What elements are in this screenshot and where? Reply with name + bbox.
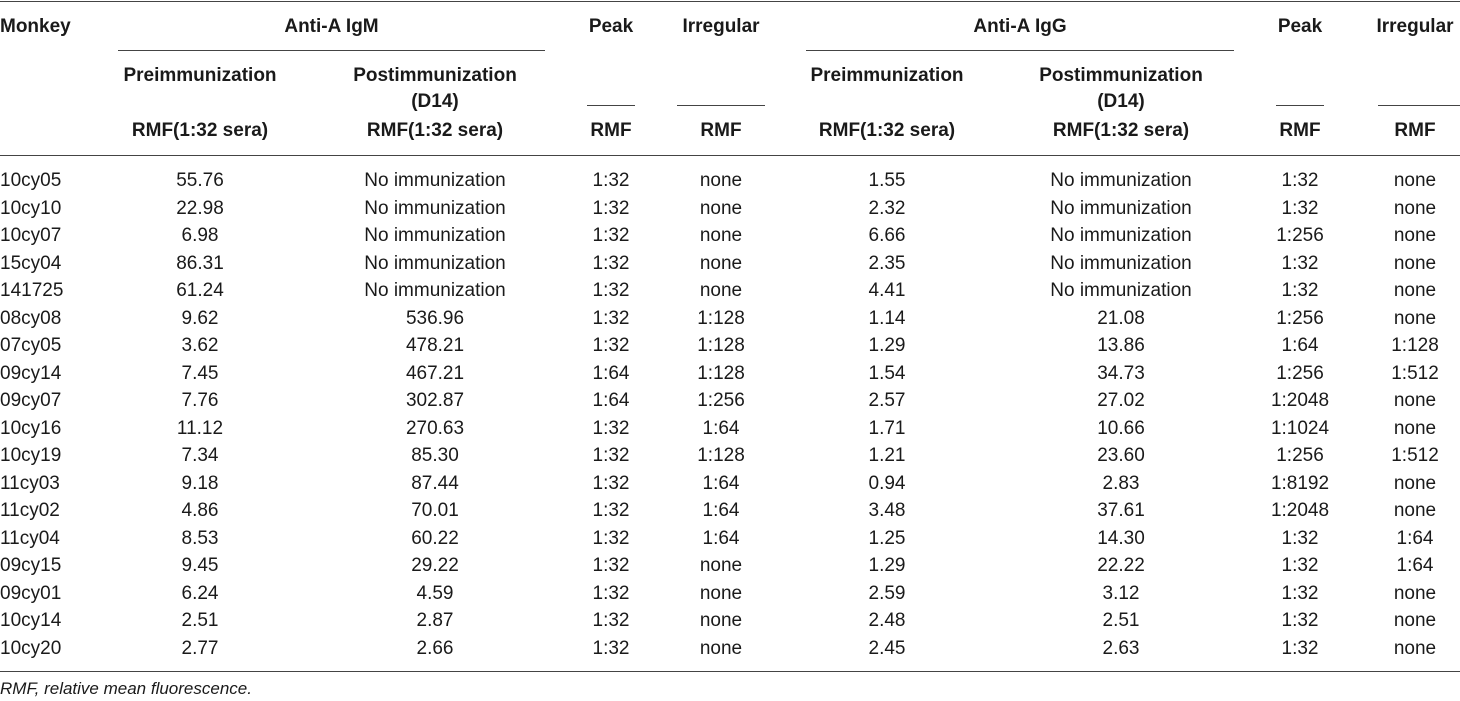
cell-igg-irregular: 1:128 [1391,335,1439,356]
cell-igm-peak: 1:64 [592,390,630,411]
cell-igg-peak: 1:2048 [1270,390,1330,411]
header-bottom-rule [0,155,1460,156]
cell-igg-post: 23.60 [1097,445,1145,466]
header-igm-post-rmf: RMF(1:32 sera) [366,120,504,141]
cell-igg-peak: 1:32 [1281,197,1319,219]
cell-igm-irregular: none [699,197,743,219]
cell-igg-peak: 1:64 [1281,335,1319,356]
cell-igm-pre: 3.62 [181,335,219,356]
cell-igg-post: 21.08 [1097,307,1145,329]
cell-igm-irregular: none [699,637,743,659]
cell-igm-irregular: 1:64 [702,500,740,521]
header-igm-post: Postimmunization [353,65,517,86]
cell-igg-irregular: none [1393,307,1437,329]
cell-igm-peak: 1:64 [592,362,630,384]
cell-igm-pre: 2.77 [181,637,219,659]
cell-monkey: 10cy14 [0,610,62,631]
cell-igg-irregular: none [1393,280,1437,301]
cell-igm-pre: 6.24 [181,582,219,604]
cell-igg-post: 14.30 [1097,527,1145,549]
header-igm-pre-rmf: RMF(1:32 sera) [131,120,269,141]
cell-igg-post: 34.73 [1097,362,1145,384]
cell-igg-peak: 1:256 [1276,362,1324,384]
cell-monkey: 10cy16 [0,417,62,439]
cell-igm-post: 2.66 [416,637,454,659]
cell-igm-post: No immunization [364,252,506,274]
cell-igm-post: 4.59 [416,582,454,604]
cell-igg-post: No immunization [1050,280,1192,301]
header-irregular-igm-rmf: RMF [700,120,742,141]
cell-igm-irregular: none [699,610,743,631]
cell-igg-peak: 1:1024 [1270,417,1330,439]
cell-igm-pre: 6.98 [181,225,219,246]
cell-igg-peak: 1:32 [1281,555,1319,576]
cell-igm-peak: 1:32 [592,197,630,219]
cell-igm-pre: 2.51 [181,610,219,631]
cell-igg-post: 3.12 [1102,582,1140,604]
header-peak-igg: Peak [1277,16,1323,37]
cell-igm-irregular: none [699,170,743,191]
cell-igm-pre: 22.98 [176,197,224,219]
cell-igg-pre: 2.35 [868,252,906,274]
cell-igg-pre: 1.54 [868,362,906,384]
cell-monkey: 09cy07 [0,390,62,411]
igm-group-rule [118,50,545,51]
cell-igm-peak: 1:32 [592,307,630,329]
cell-igg-post: 2.63 [1102,637,1140,659]
cell-igm-post: No immunization [364,170,506,191]
cell-igg-irregular: none [1393,225,1437,246]
cell-igm-peak: 1:32 [592,637,630,659]
cell-igg-pre: 6.66 [868,225,906,246]
cell-igm-pre: 9.18 [181,472,219,494]
cell-igm-pre: 7.76 [181,390,219,411]
cell-igm-irregular: none [699,225,743,246]
cell-igg-pre: 2.45 [868,637,906,659]
cell-igg-peak: 1:32 [1281,637,1319,659]
cell-igg-pre: 1.21 [868,445,906,466]
cell-igm-post: No immunization [364,280,506,301]
cell-monkey: 11cy02 [0,500,60,521]
cell-igg-post: No immunization [1050,252,1192,274]
cell-igg-peak: 1:32 [1281,610,1319,631]
cell-igg-pre: 2.57 [868,390,906,411]
cell-igm-peak: 1:32 [592,527,630,549]
cell-igg-peak: 1:32 [1281,280,1319,301]
cell-igm-peak: 1:32 [592,445,630,466]
header-peak-igm: Peak [588,16,634,37]
cell-monkey: 10cy10 [0,197,62,219]
table-bottom-rule [0,671,1460,672]
cell-igm-post: 467.21 [405,362,465,384]
cell-monkey: 10cy19 [0,445,62,466]
cell-monkey: 10cy05 [0,170,62,191]
cell-igg-pre: 0.94 [868,472,906,494]
cell-igm-irregular: 1:128 [697,335,745,356]
cell-igg-post: 2.83 [1102,472,1140,494]
header-irregular-igg-rmf: RMF [1394,120,1436,141]
peak-igg-rule [1276,105,1324,106]
cell-igm-peak: 1:32 [592,252,630,274]
cell-monkey: 08cy08 [0,307,62,329]
cell-igm-peak: 1:32 [592,280,630,301]
cell-igm-irregular: none [699,280,743,301]
header-igg-post: Postimmunization [1039,65,1203,86]
cell-igg-peak: 1:32 [1281,252,1319,274]
header-irregular-igg: Irregular [1376,16,1454,37]
cell-igm-peak: 1:32 [592,555,630,576]
header-peak-igg-rmf: RMF [1279,120,1321,141]
cell-igm-pre: 4.86 [181,500,219,521]
cell-igg-post: 13.86 [1097,335,1145,356]
cell-igm-irregular: 1:128 [697,307,745,329]
cell-igg-peak: 1:256 [1276,445,1324,466]
cell-igm-post: 302.87 [405,390,465,411]
cell-igm-peak: 1:32 [592,472,630,494]
table-top-rule [0,1,1460,2]
cell-igg-pre: 1.25 [868,527,906,549]
cell-igm-post: 478.21 [405,335,465,356]
cell-monkey: 11cy03 [0,472,60,494]
cell-igg-irregular: 1:512 [1391,445,1439,466]
cell-monkey: 10cy07 [0,225,62,246]
cell-igg-irregular: none [1393,197,1437,219]
header-igg-group: Anti-A IgG [973,16,1067,37]
cell-igg-peak: 1:2048 [1270,500,1330,521]
cell-igm-irregular: 1:128 [697,362,745,384]
cell-igm-peak: 1:32 [592,417,630,439]
cell-igg-irregular: none [1393,472,1437,494]
cell-igm-pre: 9.62 [181,307,219,329]
cell-igg-irregular: none [1393,252,1437,274]
cell-igm-peak: 1:32 [592,582,630,604]
cell-igg-pre: 3.48 [868,500,906,521]
cell-igg-irregular: 1:64 [1396,555,1434,576]
cell-igm-irregular: 1:64 [702,527,740,549]
cell-monkey: 141725 [0,280,64,301]
cell-monkey: 09cy15 [0,555,62,576]
cell-igg-post: 37.61 [1097,500,1145,521]
cell-igg-pre: 1.55 [868,170,906,191]
cell-igg-peak: 1:32 [1281,582,1319,604]
header-irregular-igm: Irregular [682,16,760,37]
cell-igm-post: 536.96 [405,307,465,329]
header-peak-igm-rmf: RMF [590,120,632,141]
cell-monkey: 15cy04 [0,252,62,274]
cell-igg-pre: 2.48 [868,610,906,631]
cell-igg-irregular: none [1393,582,1437,604]
igg-group-rule [806,50,1234,51]
cell-igm-post: 29.22 [411,555,459,576]
cell-monkey: 10cy20 [0,637,62,659]
cell-igm-post: 87.44 [411,472,459,494]
header-igm-post-day: (D14) [411,91,459,112]
cell-igm-post: No immunization [364,197,506,219]
cell-igg-irregular: none [1393,390,1437,411]
cell-igg-irregular: none [1393,170,1437,191]
cell-igg-pre: 4.41 [868,280,906,301]
peak-igm-rule [587,105,635,106]
cell-igm-pre: 61.24 [176,280,224,301]
cell-igm-irregular: 1:128 [697,445,745,466]
cell-igm-peak: 1:32 [592,335,630,356]
cell-igm-irregular: 1:64 [702,472,740,494]
cell-igm-post: 85.30 [411,445,459,466]
cell-igg-post: 10.66 [1097,417,1145,439]
cell-igm-pre: 55.76 [176,170,224,191]
cell-igg-post: 2.51 [1102,610,1140,631]
header-igm-group: Anti-A IgM [284,16,379,37]
header-monkey: Monkey [0,16,71,37]
cell-monkey: 09cy01 [0,582,62,604]
cell-igm-post: 270.63 [405,417,465,439]
header-igg-pre-rmf: RMF(1:32 sera) [818,120,956,141]
cell-igm-pre: 9.45 [181,555,219,576]
cell-monkey: 07cy05 [0,335,62,356]
cell-igg-irregular: none [1393,417,1437,439]
cell-igg-irregular: none [1393,500,1437,521]
cell-igg-irregular: 1:64 [1396,527,1434,549]
cell-igg-pre: 1.29 [868,555,906,576]
cell-igm-irregular: 1:64 [702,417,740,439]
cell-igm-peak: 1:32 [592,500,630,521]
irregular-igm-rule [677,105,765,106]
cell-igg-pre: 1.71 [868,417,906,439]
cell-igm-pre: 11.12 [176,417,224,439]
footnote: RMF, relative mean fluorescence. [0,679,252,698]
cell-igm-irregular: none [699,555,743,576]
cell-igg-post: 27.02 [1097,390,1145,411]
cell-igg-pre: 1.14 [868,307,906,329]
cell-igm-post: 2.87 [416,610,454,631]
cell-igg-peak: 1:256 [1276,307,1324,329]
cell-igg-peak: 1:32 [1281,170,1319,191]
cell-igm-post: No immunization [364,225,506,246]
cell-igg-post: No immunization [1050,170,1192,191]
cell-igm-pre: 8.53 [181,527,219,549]
cell-igg-pre: 2.59 [868,582,906,604]
cell-igm-pre: 86.31 [176,252,224,274]
cell-igg-peak: 1:8192 [1270,472,1330,494]
cell-monkey: 09cy14 [0,362,62,384]
cell-igg-peak: 1:32 [1281,527,1319,549]
irregular-igg-rule [1378,105,1460,106]
cell-igm-peak: 1:32 [592,170,630,191]
cell-igm-post: 60.22 [411,527,459,549]
cell-igg-peak: 1:256 [1276,225,1324,246]
cell-igg-post: 22.22 [1097,555,1145,576]
cell-igm-irregular: none [699,582,743,604]
cell-igg-irregular: none [1393,610,1437,631]
cell-igg-irregular: none [1393,637,1437,659]
header-igm-pre: Preimmunization [123,65,277,86]
cell-igm-post: 70.01 [411,500,459,521]
cell-igg-pre: 1.29 [868,335,906,356]
cell-igm-peak: 1:32 [592,225,630,246]
cell-igm-irregular: none [699,252,743,274]
cell-igm-irregular: 1:256 [697,390,745,411]
cell-igg-irregular: 1:512 [1391,362,1439,384]
cell-igm-peak: 1:32 [592,610,630,631]
cell-igg-pre: 2.32 [868,197,906,219]
cell-igg-post: No immunization [1050,197,1192,219]
cell-monkey: 11cy04 [0,527,60,549]
cell-igm-pre: 7.45 [181,362,219,384]
header-igg-pre: Preimmunization [810,65,964,86]
header-igg-post-rmf: RMF(1:32 sera) [1052,120,1190,141]
cell-igm-pre: 7.34 [181,445,219,466]
header-igg-post-day: (D14) [1097,91,1145,112]
cell-igg-post: No immunization [1050,225,1192,246]
